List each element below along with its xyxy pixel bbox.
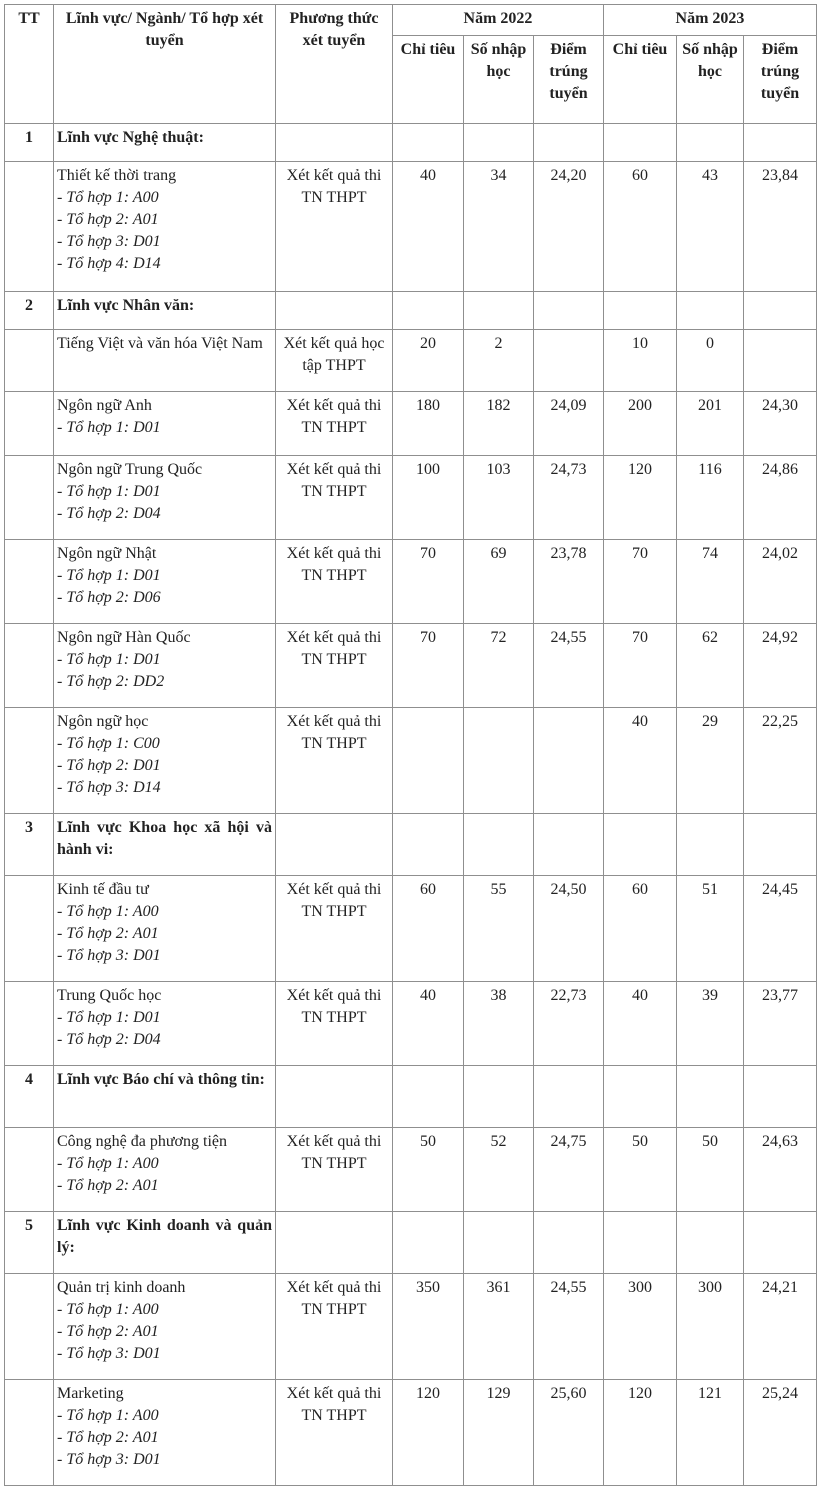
tt-cell <box>5 540 54 624</box>
major-cell <box>54 162 276 292</box>
empty-cell <box>464 292 534 330</box>
quota-2023: 10 <box>604 330 677 392</box>
major-name: Tiếng Việt và văn hóa Việt Nam <box>57 335 263 352</box>
empty-cell <box>534 814 604 876</box>
quota-2023: 70 <box>604 540 677 624</box>
empty-cell <box>604 124 677 162</box>
quota-2022 <box>393 708 464 814</box>
header-field: Lĩnh vực/ Ngành/ Tổ hợp xét tuyển <box>54 5 276 124</box>
enrolled-2022: 129 <box>464 1380 534 1486</box>
admission-method: Xét kết quả thi TN THPT <box>276 1128 393 1212</box>
major-cell <box>54 1128 276 1212</box>
subject-combination: - Tổ hợp 1: A00 <box>57 189 159 206</box>
major-row <box>5 1274 817 1380</box>
tt-cell <box>5 456 54 540</box>
subject-combination: - Tổ hợp 1: D01 <box>57 419 161 436</box>
tt-cell <box>5 1380 54 1486</box>
section-number: 4 <box>5 1066 54 1128</box>
subject-combination: - Tổ hợp 1: A00 <box>57 903 159 920</box>
empty-cell <box>464 1066 534 1128</box>
enrolled-2023: 51 <box>677 876 744 982</box>
score-2022: 22,73 <box>534 982 604 1066</box>
enrolled-2022: 361 <box>464 1274 534 1380</box>
quota-2023: 40 <box>604 708 677 814</box>
enrolled-2022: 55 <box>464 876 534 982</box>
admission-method: Xét kết quả thi TN THPT <box>276 540 393 624</box>
enrolled-2023: 300 <box>677 1274 744 1380</box>
empty-cell <box>677 292 744 330</box>
empty-cell <box>276 124 393 162</box>
major-row <box>5 876 817 982</box>
empty-cell <box>276 1066 393 1128</box>
score-2022: 24,50 <box>534 876 604 982</box>
enrolled-2023: 43 <box>677 162 744 292</box>
quota-2022: 20 <box>393 330 464 392</box>
empty-cell <box>393 1066 464 1128</box>
major-row <box>5 540 817 624</box>
quota-2022: 70 <box>393 624 464 708</box>
empty-cell <box>393 1212 464 1274</box>
major-cell <box>54 708 276 814</box>
major-name: Ngôn ngữ Trung Quốc <box>57 461 203 478</box>
enrolled-2022: 72 <box>464 624 534 708</box>
major-row <box>5 330 817 392</box>
section-row <box>5 1212 817 1274</box>
empty-cell <box>534 1066 604 1128</box>
section-row <box>5 124 817 162</box>
admission-table <box>4 4 817 1486</box>
major-cell <box>54 624 276 708</box>
score-2023: 24,86 <box>744 456 817 540</box>
quota-2022: 350 <box>393 1274 464 1380</box>
empty-cell <box>534 1212 604 1274</box>
subject-combination: - Tổ hợp 1: C00 <box>57 735 160 752</box>
admission-method: Xét kết quả thi TN THPT <box>276 624 393 708</box>
empty-cell <box>464 814 534 876</box>
major-cell <box>54 456 276 540</box>
section-row <box>5 814 817 876</box>
table-body <box>5 124 817 1486</box>
empty-cell <box>464 1212 534 1274</box>
enrolled-2023: 50 <box>677 1128 744 1212</box>
subject-combination: - Tổ hợp 3: D01 <box>57 233 161 250</box>
score-2022: 24,55 <box>534 624 604 708</box>
major-cell <box>54 330 276 392</box>
section-row <box>5 1066 817 1128</box>
empty-cell <box>393 124 464 162</box>
header-year-2023: Năm 2023 <box>604 5 817 36</box>
subject-combination: - Tổ hợp 4: D14 <box>57 255 161 272</box>
empty-cell <box>744 1066 817 1128</box>
quota-2023: 200 <box>604 392 677 456</box>
major-row <box>5 1128 817 1212</box>
score-2023: 25,24 <box>744 1380 817 1486</box>
header-year-2022: Năm 2022 <box>393 5 604 36</box>
header-quota-2022: Chỉ tiêu <box>393 36 464 124</box>
enrolled-2023: 29 <box>677 708 744 814</box>
enrolled-2022: 2 <box>464 330 534 392</box>
empty-cell <box>604 292 677 330</box>
score-2022 <box>534 708 604 814</box>
score-2023: 24,30 <box>744 392 817 456</box>
admission-method: Xét kết quả thi TN THPT <box>276 162 393 292</box>
tt-cell <box>5 876 54 982</box>
quota-2022: 40 <box>393 982 464 1066</box>
score-2022: 25,60 <box>534 1380 604 1486</box>
score-2023: 23,77 <box>744 982 817 1066</box>
header-quota-2023: Chỉ tiêu <box>604 36 677 124</box>
subject-combination: - Tổ hợp 2: A01 <box>57 925 159 942</box>
subject-combination: - Tổ hợp 1: D01 <box>57 1009 161 1026</box>
major-cell <box>54 1380 276 1486</box>
tt-cell <box>5 1128 54 1212</box>
empty-cell <box>464 124 534 162</box>
empty-cell <box>604 1212 677 1274</box>
major-name: Marketing <box>57 1385 124 1402</box>
quota-2023: 70 <box>604 624 677 708</box>
subject-combination: - Tổ hợp 3: D01 <box>57 1345 161 1362</box>
major-cell <box>54 982 276 1066</box>
quota-2023: 120 <box>604 456 677 540</box>
empty-cell <box>677 1066 744 1128</box>
subject-combination: - Tổ hợp 2: A01 <box>57 1177 159 1194</box>
major-name: Công nghệ đa phương tiện <box>57 1133 227 1150</box>
admission-method: Xét kết quả học tập THPT <box>276 330 393 392</box>
quota-2022: 70 <box>393 540 464 624</box>
score-2022: 24,55 <box>534 1274 604 1380</box>
section-row <box>5 292 817 330</box>
major-row <box>5 624 817 708</box>
empty-cell <box>744 124 817 162</box>
subject-combination: - Tổ hợp 1: A00 <box>57 1155 159 1172</box>
quota-2022: 60 <box>393 876 464 982</box>
admission-method: Xét kết quả thi TN THPT <box>276 708 393 814</box>
empty-cell <box>276 814 393 876</box>
header-row <box>5 5 817 36</box>
score-2023: 24,92 <box>744 624 817 708</box>
tt-cell <box>5 982 54 1066</box>
admission-method: Xét kết quả thi TN THPT <box>276 876 393 982</box>
major-name: Quản trị kinh doanh <box>57 1279 186 1296</box>
enrolled-2022: 69 <box>464 540 534 624</box>
enrolled-2022 <box>464 708 534 814</box>
score-2023: 24,21 <box>744 1274 817 1380</box>
empty-cell <box>744 292 817 330</box>
section-title: Lĩnh vực Báo chí và thông tin: <box>54 1066 276 1128</box>
section-number: 1 <box>5 124 54 162</box>
quota-2022: 180 <box>393 392 464 456</box>
admission-method: Xét kết quả thi TN THPT <box>276 456 393 540</box>
score-2023: 23,84 <box>744 162 817 292</box>
header-method: Phương thức xét tuyển <box>276 5 393 124</box>
quota-2023: 40 <box>604 982 677 1066</box>
tt-cell <box>5 162 54 292</box>
subject-combination: - Tổ hợp 1: A00 <box>57 1301 159 1318</box>
empty-cell <box>604 814 677 876</box>
major-row <box>5 982 817 1066</box>
section-number: 3 <box>5 814 54 876</box>
header-score-2022: Điểm trúng tuyển <box>534 36 604 124</box>
major-cell <box>54 540 276 624</box>
empty-cell <box>744 1212 817 1274</box>
section-number: 5 <box>5 1212 54 1274</box>
tt-cell <box>5 624 54 708</box>
empty-cell <box>393 292 464 330</box>
subject-combination: - Tổ hợp 2: DD2 <box>57 673 165 690</box>
section-title: Lĩnh vực Khoa học xã hội và hành vi: <box>54 814 276 876</box>
major-row <box>5 456 817 540</box>
subject-combination: - Tổ hợp 2: D04 <box>57 505 161 522</box>
header-score-2023: Điểm trúng tuyển <box>744 36 817 124</box>
score-2023 <box>744 330 817 392</box>
major-row <box>5 392 817 456</box>
major-name: Kinh tế đầu tư <box>57 881 149 898</box>
subject-combination: - Tổ hợp 1: D01 <box>57 483 161 500</box>
subject-combination: - Tổ hợp 2: D01 <box>57 757 161 774</box>
enrolled-2022: 38 <box>464 982 534 1066</box>
score-2022 <box>534 330 604 392</box>
subject-combination: - Tổ hợp 2: A01 <box>57 211 159 228</box>
subject-combination: - Tổ hợp 1: A00 <box>57 1407 159 1424</box>
enrolled-2023: 0 <box>677 330 744 392</box>
section-title: Lĩnh vực Nhân văn: <box>54 292 276 330</box>
empty-cell <box>534 292 604 330</box>
empty-cell <box>276 1212 393 1274</box>
score-2023: 24,02 <box>744 540 817 624</box>
quota-2022: 50 <box>393 1128 464 1212</box>
section-number: 2 <box>5 292 54 330</box>
quota-2022: 40 <box>393 162 464 292</box>
subject-combination: - Tổ hợp 2: A01 <box>57 1429 159 1446</box>
subject-combination: - Tổ hợp 1: D01 <box>57 651 161 668</box>
admission-method: Xét kết quả thi TN THPT <box>276 1380 393 1486</box>
major-name: Ngôn ngữ học <box>57 713 149 730</box>
score-2023: 22,25 <box>744 708 817 814</box>
quota-2022: 120 <box>393 1380 464 1486</box>
tt-cell <box>5 330 54 392</box>
tt-cell <box>5 392 54 456</box>
empty-cell <box>534 124 604 162</box>
empty-cell <box>393 814 464 876</box>
enrolled-2023: 62 <box>677 624 744 708</box>
quota-2023: 60 <box>604 876 677 982</box>
header-tt: TT <box>5 5 54 124</box>
empty-cell <box>604 1066 677 1128</box>
score-2023: 24,63 <box>744 1128 817 1212</box>
major-cell <box>54 876 276 982</box>
enrolled-2023: 74 <box>677 540 744 624</box>
admission-method: Xét kết quả thi TN THPT <box>276 1274 393 1380</box>
section-title: Lĩnh vực Kinh doanh và quản lý: <box>54 1212 276 1274</box>
major-cell <box>54 1274 276 1380</box>
subject-combination: - Tổ hợp 2: D04 <box>57 1031 161 1048</box>
empty-cell <box>677 124 744 162</box>
subject-combination: - Tổ hợp 2: D06 <box>57 589 161 606</box>
admission-method: Xét kết quả thi TN THPT <box>276 392 393 456</box>
score-2022: 24,75 <box>534 1128 604 1212</box>
subject-combination: - Tổ hợp 2: A01 <box>57 1323 159 1340</box>
major-row <box>5 162 817 292</box>
major-name: Ngôn ngữ Nhật <box>57 545 157 562</box>
subject-combination: - Tổ hợp 3: D01 <box>57 947 161 964</box>
major-cell <box>54 392 276 456</box>
enrolled-2022: 52 <box>464 1128 534 1212</box>
enrolled-2023: 121 <box>677 1380 744 1486</box>
quota-2023: 50 <box>604 1128 677 1212</box>
major-name: Thiết kế thời trang <box>57 167 177 184</box>
section-title: Lĩnh vực Nghệ thuật: <box>54 124 276 162</box>
subject-combination: - Tổ hợp 3: D01 <box>57 1451 161 1468</box>
major-row <box>5 708 817 814</box>
empty-cell <box>744 814 817 876</box>
tt-cell <box>5 1274 54 1380</box>
quota-2022: 100 <box>393 456 464 540</box>
enrolled-2022: 103 <box>464 456 534 540</box>
empty-cell <box>677 1212 744 1274</box>
tt-cell <box>5 708 54 814</box>
quota-2023: 120 <box>604 1380 677 1486</box>
empty-cell <box>677 814 744 876</box>
subject-combination: - Tổ hợp 1: D01 <box>57 567 161 584</box>
subject-combination: - Tổ hợp 3: D14 <box>57 779 161 796</box>
header-enrolled-2022: Số nhập học <box>464 36 534 124</box>
quota-2023: 300 <box>604 1274 677 1380</box>
enrolled-2022: 182 <box>464 392 534 456</box>
score-2022: 24,09 <box>534 392 604 456</box>
score-2022: 23,78 <box>534 540 604 624</box>
score-2022: 24,20 <box>534 162 604 292</box>
enrolled-2023: 201 <box>677 392 744 456</box>
enrolled-2023: 116 <box>677 456 744 540</box>
admission-method: Xét kết quả thi TN THPT <box>276 982 393 1066</box>
enrolled-2023: 39 <box>677 982 744 1066</box>
quota-2023: 60 <box>604 162 677 292</box>
major-name: Ngôn ngữ Anh <box>57 397 152 414</box>
header-enrolled-2023: Số nhập học <box>677 36 744 124</box>
major-name: Trung Quốc học <box>57 987 162 1004</box>
score-2022: 24,73 <box>534 456 604 540</box>
score-2023: 24,45 <box>744 876 817 982</box>
enrolled-2022: 34 <box>464 162 534 292</box>
empty-cell <box>276 292 393 330</box>
major-row <box>5 1380 817 1486</box>
major-name: Ngôn ngữ Hàn Quốc <box>57 629 191 646</box>
